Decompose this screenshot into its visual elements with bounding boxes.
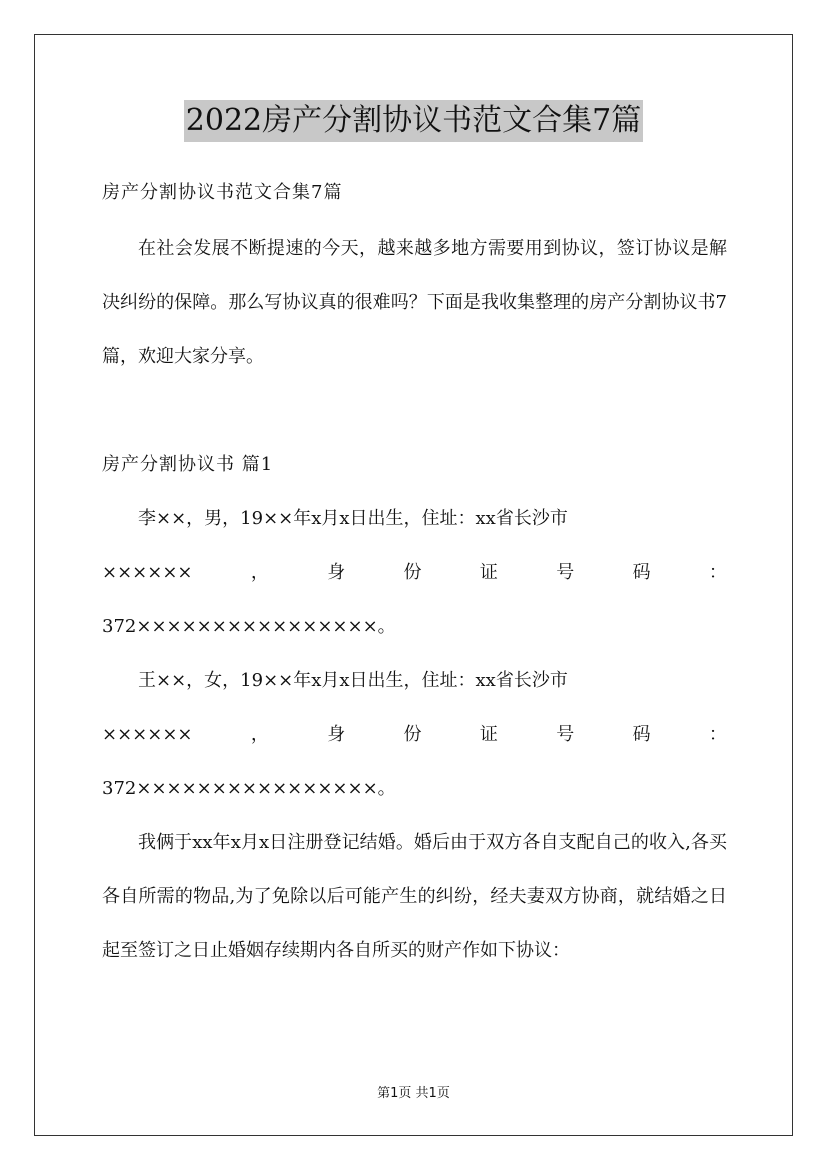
agreement-body: [102, 492, 727, 978]
party2-id-char: 码: [632, 724, 651, 745]
party1-id-char: 身: [327, 562, 346, 583]
intro-section: [102, 222, 727, 384]
party2-line: 王××，女，19××年x月x日出生，住址：xx省长沙市: [138, 670, 568, 691]
party1-colon: ：: [708, 562, 727, 583]
intro-paragraph: 在社会发展不断提速的今天，越来越多地方需要用到协议，签订协议是解决纠纷的保障。那么写协议真的很难吗？下面是我收集整理的房产分割协议书7篇，欢迎大家分享。: [102, 238, 727, 367]
party2-comma: ，: [250, 724, 269, 745]
party1-comma: ，: [250, 562, 269, 583]
document-title: 2022房产分割协议书范文合集7篇: [184, 100, 643, 142]
document-subtitle: 房产分割协议书范文合集7篇: [102, 182, 343, 203]
party1-id-char: 号: [556, 562, 575, 583]
party1-id-char: 码: [632, 562, 651, 583]
title-container: [0, 100, 827, 142]
section-heading: 房产分割协议书 篇1: [102, 454, 274, 475]
party2-id-char: 份: [403, 724, 422, 745]
party1-address-detail: ××××××: [102, 562, 193, 583]
party1-line: 李××，男，19××年x月x日出生，住址：xx省长沙市: [138, 508, 568, 529]
party1-id-spread-line: [102, 546, 727, 600]
party2-address-detail: ××××××: [102, 724, 193, 745]
page-footer: 第1页 共1页: [377, 1086, 450, 1101]
party1-id-char: 证: [479, 562, 498, 583]
party2-id-char: 号: [556, 724, 575, 745]
party2-id-char: 证: [479, 724, 498, 745]
party2-id-spread-line: [102, 708, 727, 762]
party1-id-char: 份: [403, 562, 422, 583]
party2-id-char: 身: [327, 724, 346, 745]
party2-colon: ：: [708, 724, 727, 745]
party1-id-number: 372××××××××××××××××。: [102, 616, 396, 637]
party2-id-number: 372××××××××××××××××。: [102, 778, 396, 799]
clause-paragraph: 我俩于xx年x月x日注册登记结婚。婚后由于双方各自支配自己的收入,各买各自所需的物品,为了免除以后可能产生的纠纷，经夫妻双方协商，就结婚之日起至签订之日止婚姻存续期内各自所买的财产作如下协议：: [102, 832, 727, 961]
